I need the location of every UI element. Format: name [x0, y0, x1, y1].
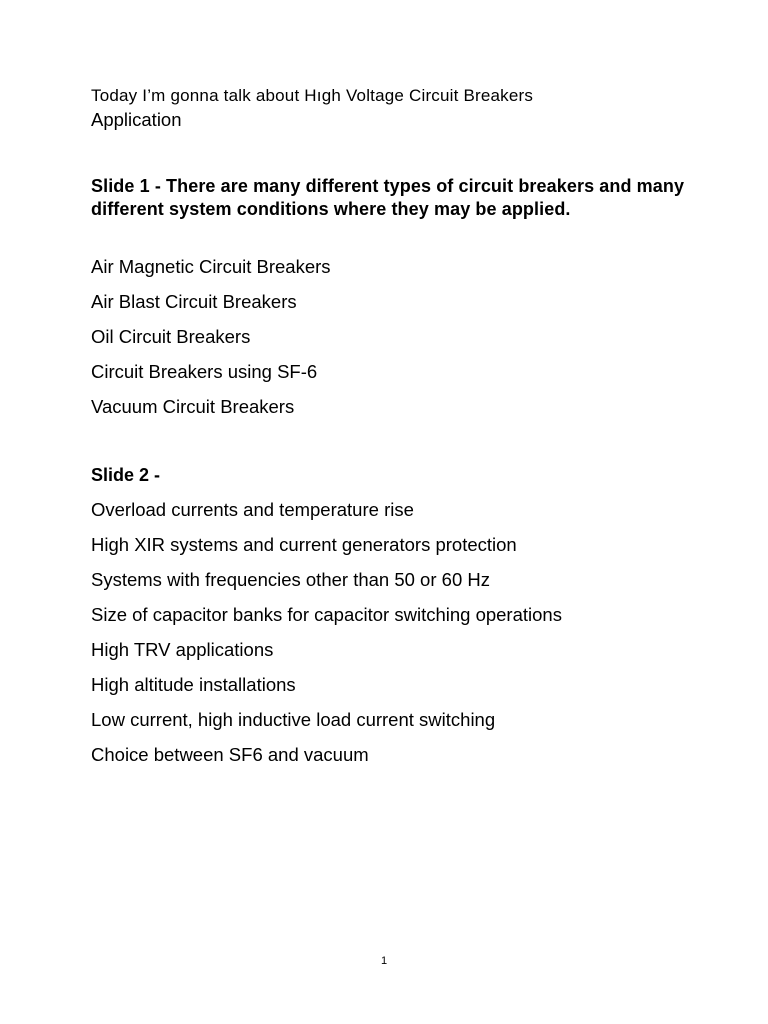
list-item: Choice between SF6 and vacuum — [91, 744, 369, 765]
list-item: Systems with frequencies other than 50 or 60 Hz — [91, 569, 490, 590]
intro-title-line-2: Application — [91, 109, 182, 130]
list-item: Vacuum Circuit Breakers — [91, 396, 295, 417]
list-item: Air Blast Circuit Breakers — [91, 291, 297, 312]
slide-1-label: Slide 1 - — [91, 176, 161, 196]
intro-title-line: Today I’m gonna talk about Hıgh Voltage Circuit Breakers — [91, 86, 534, 105]
slide-1-heading — [91, 175, 711, 220]
list-item: Size of capacitor banks for capacitor switching operations — [91, 604, 562, 625]
page-number: 1 — [380, 955, 388, 967]
list-item: Air Magnetic Circuit Breakers — [91, 256, 331, 277]
list-item: Oil Circuit Breakers — [91, 326, 251, 347]
slide-1-breaker-list — [91, 249, 711, 424]
list-item: Circuit Breakers using SF-6 — [91, 361, 318, 382]
slide-2-label: Slide 2 - — [91, 465, 161, 485]
list-item: High XIR systems and current generators protection — [91, 534, 517, 555]
intro-paragraph — [91, 84, 711, 132]
list-item: High TRV applications — [91, 639, 274, 660]
list-item: Overload currents and temperature rise — [91, 499, 414, 520]
slide-2-heading — [91, 462, 711, 488]
list-item: High altitude installations — [91, 674, 296, 695]
slide-2-condition-list — [91, 492, 711, 772]
list-item: Low current, high inductive load current switching — [91, 709, 496, 730]
slide-1-heading-text: There are many different types of circuit breakers and many different system conditions where they may be applied. — [91, 176, 685, 219]
